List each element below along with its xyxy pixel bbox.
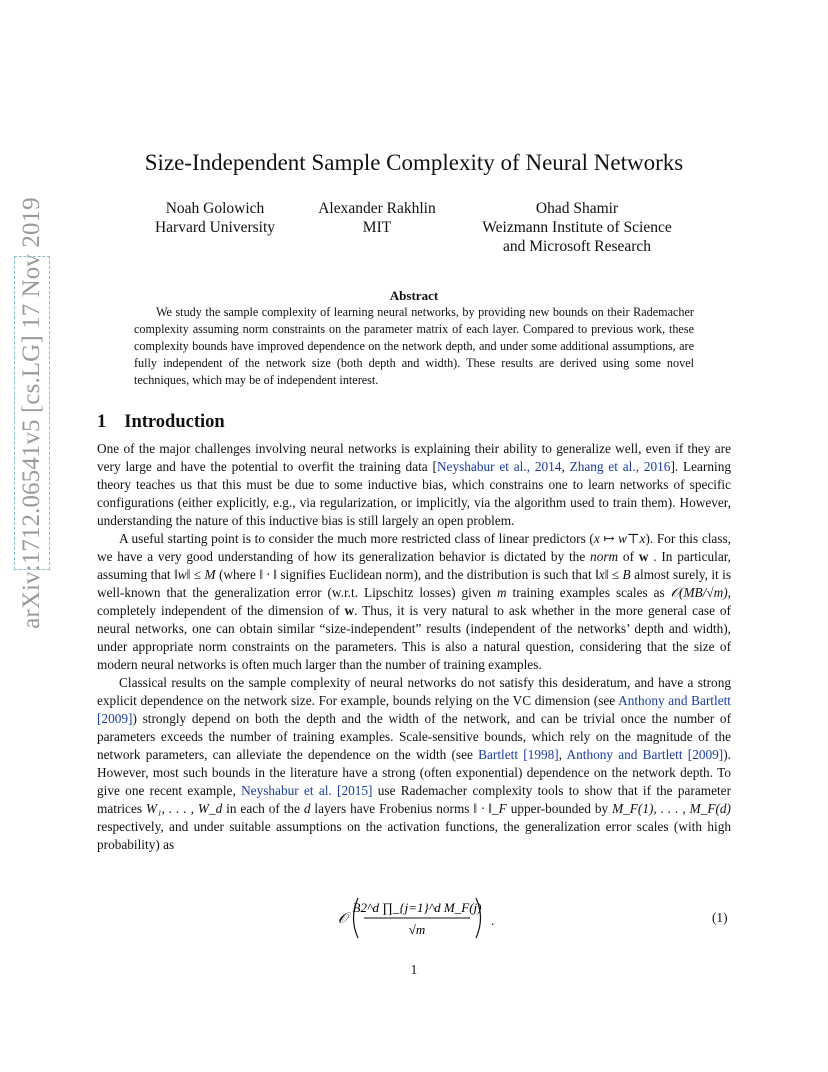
math-inline: M_F(1), . . . , M_F(d) <box>612 801 731 816</box>
math-inline: W₁, . . . , W_d <box>145 801 223 816</box>
equation-period: . <box>491 913 495 928</box>
math-inline: ‖x‖ ≤ B <box>595 567 631 582</box>
equation-numerator: B2^d ∏_{j=1}^d M_F(j) <box>352 900 482 915</box>
equation-number: (1) <box>712 910 728 925</box>
author-affiliation: MIT <box>362 219 392 236</box>
abstract-heading: Abstract <box>389 288 439 303</box>
math-inline: ‖w‖ ≤ M <box>174 567 216 582</box>
author-affiliation: Harvard University <box>154 219 276 236</box>
math-inline: ‖ · ‖ <box>259 567 277 582</box>
citation-link[interactable]: Neyshabur et al. [2015] <box>241 783 373 798</box>
citation-link[interactable]: Bartlett [1998] <box>478 747 559 762</box>
author-name: Noah Golowich <box>165 200 265 217</box>
paper-title: Size-Independent Sample Complexity of Neural Networks <box>144 150 684 175</box>
page-number: 1 <box>410 962 418 977</box>
section-number: 1 <box>97 412 107 432</box>
emphasis: norm <box>590 549 619 564</box>
math-inline: d <box>303 801 311 816</box>
body-text <box>97 440 731 854</box>
equation-outer: 𝒪 <box>338 911 348 927</box>
paragraph-2: A useful starting point is to consider the much more restricted class of linear predictors (x ↦ w⊤x). For this class, we have a very good understanding of how its generalization behavior is dictated by the norm of w . In particular, assuming that ‖w‖ ≤ M (where ‖ · ‖ signifies Euclidean norm), and the distribution is such that ‖x‖ ≤ B almost surely, it is well-known that the generalization error (w.r.t. Lipschitz losses) given m training examples scales as 𝒪(MB/√m), completely independent of the dimension of w. Thus, it is very natural to ask whether in the more general case of neural networks, one can obtain similar “size-independent” results (independent of the networks’ depth and width), under appropriate norm constraints on the parameters. This is also a natural question, considering that the size of modern neural networks is often much larger than the number of training examples. <box>97 531 732 672</box>
author-affiliation: Weizmann Institute of Science <box>482 219 672 236</box>
author-name: Ohad Shamir <box>535 200 619 217</box>
section-title: Introduction <box>124 412 225 432</box>
citation-link[interactable]: Neyshabur et al., 2014 <box>436 459 562 474</box>
paragraph-3: Classical results on the sample complexity of neural networks do not satisfy this desideratum, and have a strong explicit dependence on the network size. For example, bounds relying on the VC dimension (see Anthony and Bartlett [2009]) strongly depend on both the depth and the width of the network, and can be trivial once the number of parameters exceeds the number of training examples. Scale-sensitive bounds, which rely on the magnitude of the network parameters, can alleviate the dependence on the width (see Bartlett [1998], Anthony and Bartlett [2009]). However, most such bounds in the literature have a strong (often exponential) dependence on the network depth. To give one recent example, Neyshabur et al. [2015] use Rademacher complexity tools to show that if the parameter matrices W₁, . . . , W_d in each of the d layers have Frobenius norms ‖ · ‖_F upper-bounded by M_F(1), . . . , M_F(d) respectively, and under suitable assumptions on the activation functions, the generalization error scales (with high probability) as <box>97 675 732 852</box>
author-affiliation: and Microsoft Research <box>502 238 652 255</box>
math-inline: w <box>344 603 355 618</box>
section-heading <box>97 412 225 433</box>
author-1 <box>140 199 290 237</box>
author-3 <box>470 199 684 256</box>
math-inline: 𝒪(MB/√m) <box>670 585 728 600</box>
math-inline: w <box>638 549 649 564</box>
math-inline: ‖ · ‖_F <box>473 801 507 816</box>
citation-link[interactable]: Anthony and Bartlett [2009] <box>566 747 724 762</box>
citation-link[interactable]: Anthony and Bartlett [2009] <box>97 693 731 726</box>
math-inline: m <box>496 585 507 600</box>
math-inline: x ↦ w⊤x <box>593 531 646 546</box>
abstract-text: We study the sample complexity of learning neural networks, by providing new bounds on their Rademacher complexity assuming norm constraints on the parameter matrix of each layer. Compared to previous work, these complexity bounds have improved dependence on the network depth, and under some additional assumptions, are fully independent of the network size (both depth and width). These results are derived using some novel techniques, which may be of independent interest. <box>134 305 694 387</box>
display-equation <box>336 892 496 944</box>
citation-link[interactable]: Zhang et al., 2016 <box>569 459 671 474</box>
equation-denominator: √m <box>408 922 426 937</box>
paragraph-1: One of the major challenges involving neural networks is explaining their ability to generalize well, even if they are very large and have the potential to overfit the training data [Neyshabur et al., 2014, Zhang et al., 2016]. Learning theory teaches us that this must be due to some inductive bias, which constrains one to learn networks of specific configurations (either explicitly, e.g., via regularization, or implicitly, via the algorithm used to train them). However, understanding the nature of this inductive bias is still largely an open problem. <box>97 441 731 528</box>
author-name: Alexander Rakhlin <box>318 200 436 217</box>
author-2 <box>302 199 452 237</box>
arxiv-stamp-text: arXiv:1712.06541v5 [cs.LG] 17 Nov 2019 <box>18 197 45 629</box>
